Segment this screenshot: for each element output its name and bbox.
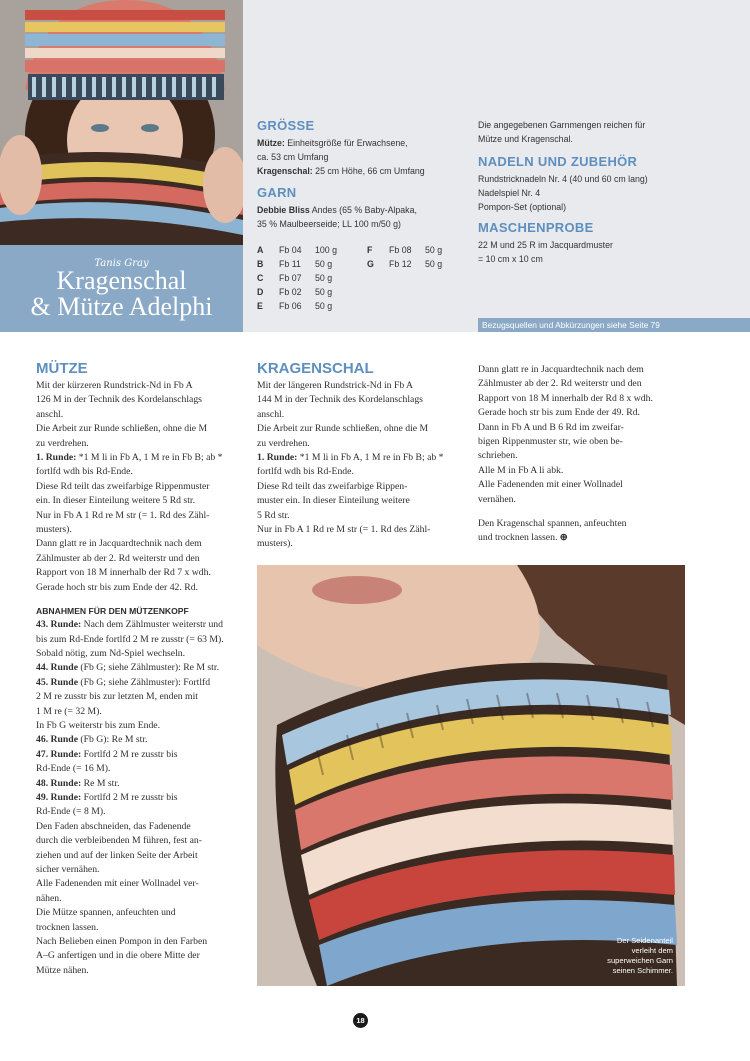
yarn-color-id: B (257, 259, 264, 269)
yarn-color-amount: 50 g (315, 287, 333, 297)
yarn-color-id: D (257, 287, 264, 297)
yarn-color-amount: 50 g (315, 301, 333, 311)
needles-gauge-column (478, 118, 738, 266)
muetze-finish: Den Faden abschneiden, das Fadenende durch die verbleibenden M führen, fest an- ziehen und auf der linken Seite der Arbeit sicher vernähen. Alle Fadenenden mit einer Wollnadel ver- nähen. Die Mütze spannen, anfeuchten und trocknen lassen. Nach Belieben einen Pompon in den Farben A–G anfertigen und in die obere Mitte der Mütze nähen. (36, 820, 208, 976)
pattern-title-line2: & Mütze Adelphi (30, 292, 213, 321)
designer-name: Tanis Gray (94, 258, 149, 269)
page-number: 18 (353, 1013, 368, 1028)
kragenschal-intro: Mit der längeren Rundstrick-Nd in Fb A 144 M in der Technik des Kordelanschlags anschl. Die Arbeit zur Runde schließen, ohne die M zu verdrehen. (257, 380, 429, 449)
yarn-color-id: E (257, 301, 263, 311)
garn-heading: GARN (257, 185, 297, 200)
yarn-color-amount: 100 g (315, 245, 338, 255)
title-panel (0, 245, 243, 332)
sources-bar: Bezugsquellen und Abkürzungen siehe Seite 79 (478, 318, 750, 332)
decrease-round: 48. Runde: Re M str. (36, 777, 120, 789)
kragen-size: Kragenschal: 25 cm Höhe, 66 cm Umfang (257, 166, 425, 176)
nadeln-heading: NADELN UND ZUBEHÖR (478, 154, 638, 169)
muetze-intro: Mit der kürzeren Rundstrick-Nd in Fb A 126 M in der Technik des Kordelanschlags anschl. Die Arbeit zur Runde schließen, ohne die M zu verdrehen. (36, 380, 208, 449)
decrease-round: 47. Runde: Fortlfd 2 M re zusstr bis Rd-Ende (= 16 M). (36, 748, 178, 775)
yarn-color-number: Fb 12 (389, 259, 412, 269)
nadeln-text: Rundstricknadeln Nr. 4 (40 und 60 cm lang) Nadelspiel Nr. 4 Pompon-Set (optional) (478, 174, 648, 212)
muetze-size-2: ca. 53 cm Umfang (257, 152, 329, 162)
yarn-color-number: Fb 11 (279, 259, 301, 269)
decrease-round: 49. Runde: Fortlfd 2 M re zusstr bis Rd-Ende (= 8 M). (36, 791, 178, 818)
kragenschal-heading: KRAGENSCHAL (257, 360, 374, 377)
cowl-illustration (257, 565, 685, 986)
groesse-heading: GRÖSSE (257, 118, 315, 133)
maschenprobe-heading: MASCHENPROBE (478, 220, 594, 235)
yarn-colors (257, 243, 472, 315)
finishing-text: Den Kragenschal spannen, anfeuchten und trocknen lassen. ⊕ (478, 518, 627, 544)
muetze-round1: 1. Runde: *1 M li in Fb A, 1 M re in Fb B; ab * fortlfd wdh bis Rd-Ende. (36, 452, 223, 478)
kragenschal-round1: 1. Runde: *1 M li in Fb A, 1 M re in Fb B; ab * fortlfd wdh bis Rd-Ende. (257, 452, 444, 478)
yarn-amount-note: Die angegebenen Garnmengen reichen für Mütze und Kragenschal. (478, 120, 646, 144)
decrease-round: 43. Runde: Nach dem Zählmuster weiterstr und bis zum Rd-Ende fortlfd 2 M re zusstr (= 63 M). Sobald nötig, zum Nd-Spiel wechseln. (36, 619, 224, 659)
yarn-color-number: Fb 07 (279, 273, 302, 283)
yarn-color-id: A (257, 245, 264, 255)
photo-caption: Der Seidenanteil verleiht dem superweichen Garn seinen Schimmer. (607, 936, 673, 975)
decrease-round: 46. Runde (Fb G): Re M str. (36, 734, 148, 746)
pattern-title-line1: Kragenschal (56, 266, 187, 295)
yarn-composition: 35 % Maulbeerseide; LL 100 m/50 g) (257, 219, 401, 229)
yarn-color-amount: 50 g (425, 259, 443, 269)
kragenschal-column (257, 360, 472, 552)
muetze-column (36, 360, 246, 978)
kragenschal-body: Diese Rd teilt das zweifarbige Rippen- muster ein. In dieser Einteilung weitere 5 Rd str. Nur in Fb A 1 Rd re M str (= 1. Rd des Zähl- musters). (257, 480, 431, 550)
yarn-color-amount: 50 g (425, 245, 443, 255)
continuation-text: Dann glatt re in Jacquardtechnik nach dem Zählmuster ab der 2. Rd weiterstr und den Rapport von 18 M innerhalb der Rd 8 x wdh. Gerade hoch str bis zum Ende der 49. Rd. Dann in Fb A und B 6 Rd im zweifar- bigen Rippenmuster str, wie oben be- schrieben. Alle M in Fb A li abk. Alle Fadenenden mit einer Wollnadel vernähen. (478, 364, 653, 505)
yarn-colors-left (257, 243, 375, 313)
hero-photo (0, 0, 243, 245)
muetze-heading: MÜTZE (36, 360, 88, 377)
hat-and-cowl-illustration (0, 0, 243, 245)
yarn-color-number: Fb 06 (279, 301, 302, 311)
yarn-color-amount: 50 g (315, 259, 333, 269)
decrease-round: 44. Runde (Fb G; siehe Zählmuster): Re M str. (36, 662, 219, 674)
decrease-round: 45. Runde (Fb G; siehe Zählmuster): Fortlfd 2 M re zusstr bis zur letzten M, enden mit 1 M re (= 32 M). In Fb G weiterstr bis zum Ende. (36, 676, 211, 731)
abnahmen-heading: ABNAHMEN FÜR DEN MÜTZENKOPF (36, 606, 189, 617)
yarn-colors-right (367, 243, 485, 271)
muetze-body: Diese Rd teilt das zweifarbige Rippenmuster ein. In dieser Einteilung weitere 5 Rd str. Nur in Fb A 1 Rd re M str (= 1. Rd des Zähl- musters). Dann glatt re in Jacquardtechnik nach dem Zählmuster ab der 2. Rd weiterstr und den Rapport von 18 M innerhalb der Rd 7 x wdh. Gerade hoch str bis zum Ende der 42. Rd. (36, 480, 211, 593)
size-yarn-column (257, 118, 472, 315)
yarn-color-number: Fb 02 (279, 287, 302, 297)
maschenprobe-text: 22 M und 25 R im Jacquardmuster = 10 cm x 10 cm (478, 240, 613, 264)
yarn-color-number: Fb 04 (279, 245, 302, 255)
muetze-size: Mütze: Einheitsgröße für Erwachsene, (257, 138, 408, 148)
yarn-color-id: C (257, 273, 264, 283)
end-mark-icon: ⊕ (559, 532, 568, 544)
yarn-color-id: G (367, 259, 374, 269)
cowl-photo (257, 565, 685, 986)
yarn-color-number: Fb 08 (389, 245, 412, 255)
continuation-column (478, 363, 703, 546)
yarn-color-id: F (367, 245, 373, 255)
yarn-description: Debbie Bliss Andes (65 % Baby-Alpaka, (257, 205, 417, 215)
yarn-color-amount: 50 g (315, 273, 333, 283)
decrease-rounds (36, 618, 246, 820)
